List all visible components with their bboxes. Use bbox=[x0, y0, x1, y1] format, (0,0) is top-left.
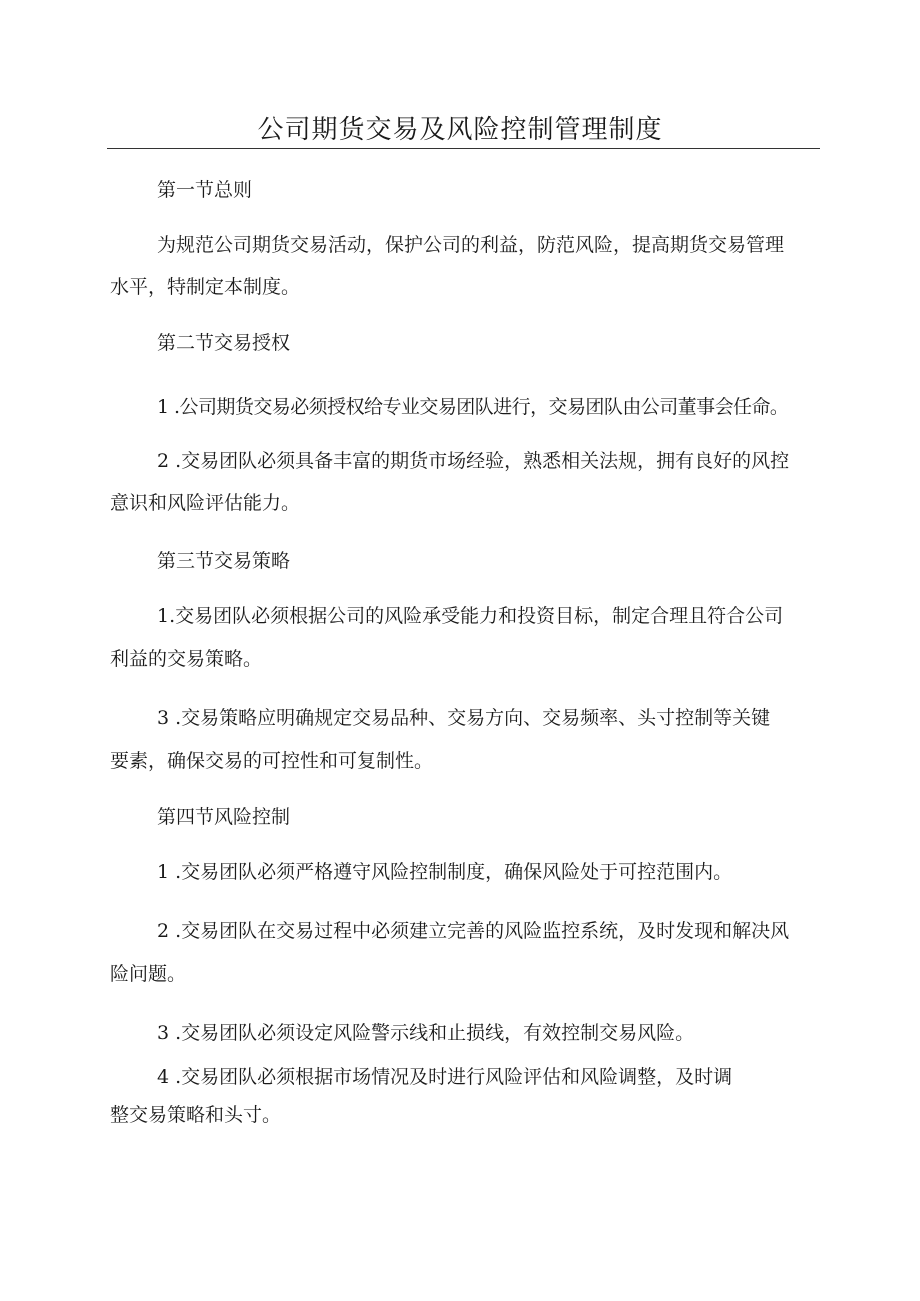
section-2-item-2-line-2: 意识和风险评估能力。 bbox=[110, 492, 301, 514]
section-4-item-1: 1 .交易团队必须严格遵守风险控制制度，确保风险处于可控范围内。 bbox=[157, 861, 733, 883]
section-3-item-1-line-2: 利益的交易策略。 bbox=[110, 648, 263, 670]
section-3-item-2-line-2: 要素，确保交易的可控性和可复制性。 bbox=[110, 750, 434, 772]
section-4-item-2-line-1: 2 .交易团队在交易过程中必须建立完善的风险监控系统，及时发现和解决风 bbox=[157, 920, 790, 942]
document-title: 公司期货交易及风险控制管理制度 bbox=[257, 115, 663, 145]
section-heading-4: 第四节风险控制 bbox=[157, 806, 291, 828]
section-heading-3: 第三节交易策略 bbox=[157, 550, 291, 572]
section-3-item-1-line-1: 1.交易团队必须根据公司的风险承受能力和投资目标，制定合理且符合公司 bbox=[157, 605, 784, 627]
section-3-item-2-line-1: 3 .交易策略应明确规定交易品种、交易方向、交易频率、头寸控制等关键 bbox=[157, 707, 771, 729]
paragraph-1-line-1: 为规范公司期货交易活动，保护公司的利益，防范风险，提高期货交易管理 bbox=[157, 234, 785, 256]
section-2-item-1: 1 .公司期货交易必须授权给专业交易团队进行，交易团队由公司董事会任命。 bbox=[157, 396, 789, 418]
section-4-item-2-line-2: 险问题。 bbox=[110, 963, 187, 985]
section-4-item-3: 3 .交易团队必须设定风险警示线和止损线，有效控制交易风险。 bbox=[157, 1022, 695, 1044]
paragraph-1-line-2: 水平，特制定本制度。 bbox=[110, 276, 301, 298]
section-2-item-2-line-1: 2 .交易团队必须具备丰富的期货市场经验，熟悉相关法规，拥有良好的风控 bbox=[157, 450, 790, 472]
section-4-item-4-line-2: 整交易策略和头寸。 bbox=[110, 1104, 282, 1126]
section-heading-2: 第二节交易授权 bbox=[157, 332, 291, 354]
title-underline bbox=[107, 148, 820, 149]
section-heading-1: 第一节总则 bbox=[157, 179, 253, 201]
section-4-item-4-line-1: 4 .交易团队必须根据市场情况及时进行风险评估和风险调整，及时调 bbox=[157, 1066, 733, 1088]
